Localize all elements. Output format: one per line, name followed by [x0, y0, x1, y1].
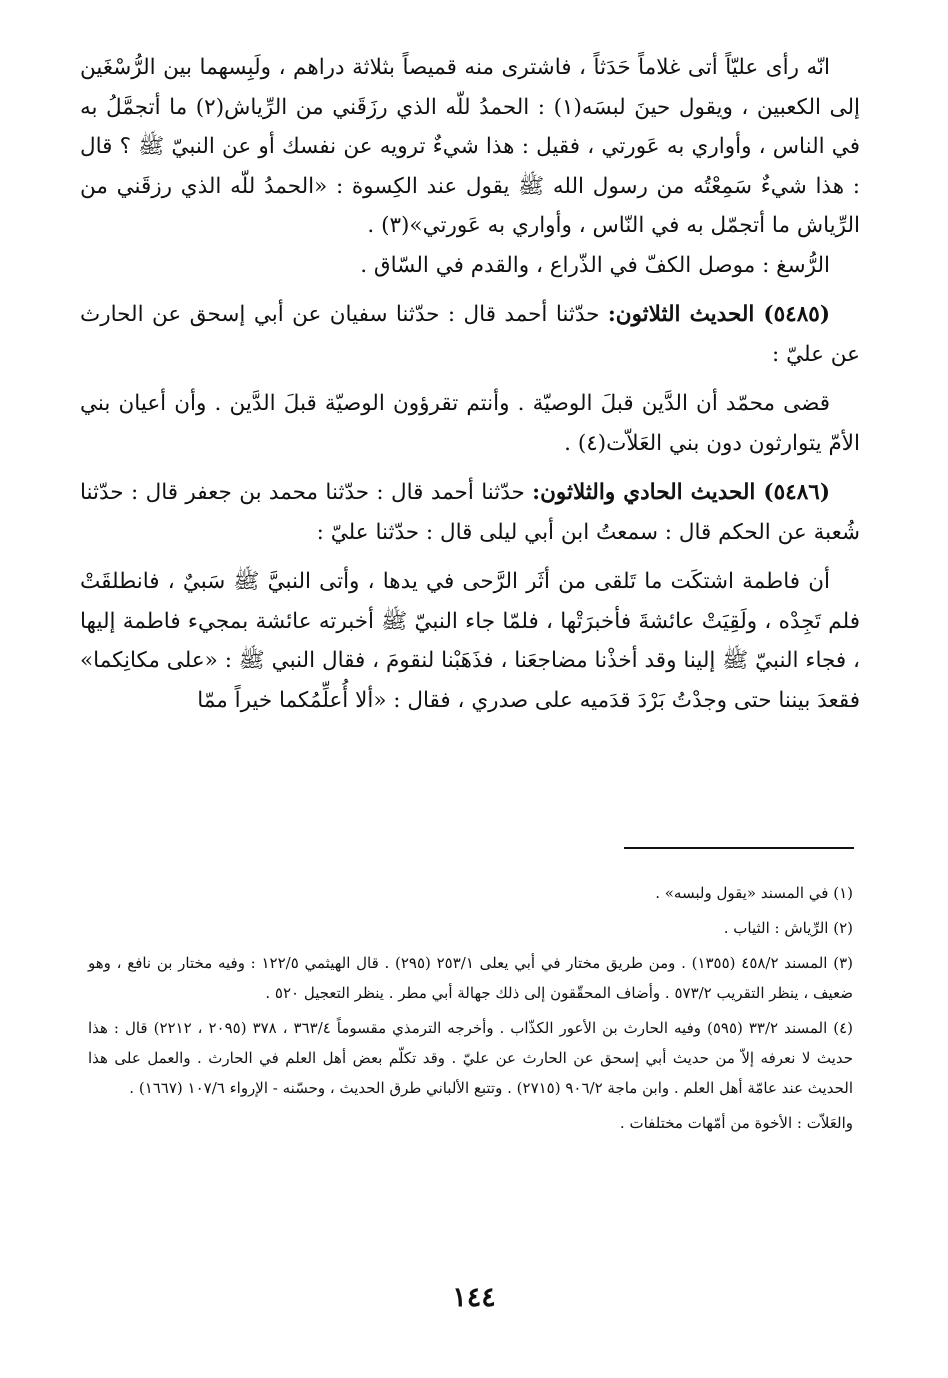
footnote-2: (٢) الرِّياش : الثياب .	[723, 919, 853, 937]
footnote-1: (١) في المسند «يقول ولبسه» .	[655, 884, 853, 902]
paragraph-hadith-29-text: انّه رأى عليّاً أتى غلاماً حَدَثاً ، فاشترى منه قميصاً بثلاثة دراهم ، ولَبِسهما بين الرُّسْغَين إلى الكعبين ، ويقول حينَ لبسَه(١) : الحمدُ للّه الذي رزَقَني من الرِّياش(٢) ما أتجمَّلُ به في الناس ، وأواري به عَورتي ، فقيل : هذا شيءٌ ترويه عن نفسك أو عن النبيّ ﷺ ؟ قال : هذا شيءٌ سَمِعْتُه من رسول الله ﷺ يقول عند الكِسوة : «الحمدُ للّه الذي رزقَني من الرِّياش ما أتجمّل به في النّاس ، وأواري به عَورتي»(٣) .	[80, 55, 860, 238]
hadith-30-text: قضى محمّد أن الدَّين قبلَ الوصيّة . وأنتم تقرؤون الوصيّة قبلَ الدَّين . وأن أعيان بني الأمّ يتوارثون دون بني العَلاّت(٤) .	[80, 391, 860, 456]
hadith-31-chain: حدّثنا أحمد قال : حدّثنا محمد بن جعفر قال : حدّثنا شُعبة عن الحكم قال : سمعتُ ابن أبي ليلى قال : حدّثنا عليّ :	[80, 480, 860, 545]
footnote-4: (٤) المسند ٣٣/٢ (٥٩٥) وفيه الحارث بن الأعور الكذّاب . وأخرجه الترمذي مقسوماً ٣٦٣/٤ ، ٣٧٨ (٢٠٩٥ ، ٢٢١٢) قال : هذا حديث لا نعرفه إلاّ من حديث أبي إسحق عن الحارث عن عليّ . وقد تكلّم بعض أهل العلم في الحارث . والعمل على هذا الحديث عند عامّة أهل العلم . وابن ماجة ٩٠٦/٢ (٢٧١٥) . وتتبع الألباني طرق الحديث ، وحسّنه - الإرواء ١٠٧/٦ (١٦٦٧) .	[88, 1019, 854, 1097]
paragraph-definition: الرُّسغ : موصل الكفّ في الذّراع ، والقدم في السّاق .	[360, 252, 830, 278]
footnotes	[88, 878, 853, 1143]
spacer	[80, 552, 860, 562]
hadith-31-number: (٥٤٨٦) الحديث الحادي والثلاثون:	[532, 480, 830, 505]
footnote-3: (٣) المسند ٤٥٨/٢ (١٣٥٥) . ومن طريق مختار في أبي يعلى ٢٥٣/١ (٢٩٥) . قال الهيثمي ١٢٢/٥ : وفيه مختار بن نافع ، وهو ضعيف ، ينظر التقريب ٥٧٣/٢ . وأضاف المحقّقون إلى ذلك جهالة أبي مطر . ينظر التعجيل ٥٢٠ .	[88, 954, 853, 1002]
hadith-31-heading	[80, 473, 860, 552]
hadith-30-chain: حدّثنا أحمد قال : حدّثنا سفيان عن أبي إسحق عن الحارث عن عليّ :	[80, 302, 860, 367]
spacer	[80, 374, 860, 384]
spacer	[80, 463, 860, 473]
footnote-4-continued: والعَلاّت : الأخوة من أمّهات مختلفات .	[619, 1114, 853, 1132]
hadith-31-text: أن فاطمة اشتكَت ما تَلقى من أثَر الرَّحى في يدها ، وأتى النبيَّ ﷺ سَبيٌ ، فانطلقَتْ فلم تَجِدْه ، ولَقِيَتْ عائشةَ فأخبرَتْها ، فلمّا جاء النبيّ ﷺ أخبرته عائشة بمجيء فاطمة إليها ، فجاء النبيّ ﷺ إلينا وقد أخذْنا مضاجعَنا ، فذَهَبْنا لنقومَ ، فقال النبي ﷺ : «على مكانِكما» فقعدَ بيننا حتى وجدْتُ بَرْدَ قدَميه على صدري ، فقال : «ألا أُعلِّمُكما خيراً ممّا	[80, 569, 860, 713]
footnote-separator	[624, 847, 854, 849]
page-number: ١٤٤	[452, 1282, 496, 1313]
main-text	[80, 48, 860, 720]
hadith-30-number: (٥٤٨٥) الحديث الثلاثون:	[607, 302, 830, 327]
spacer	[80, 285, 860, 295]
hadith-30-heading	[80, 295, 860, 374]
